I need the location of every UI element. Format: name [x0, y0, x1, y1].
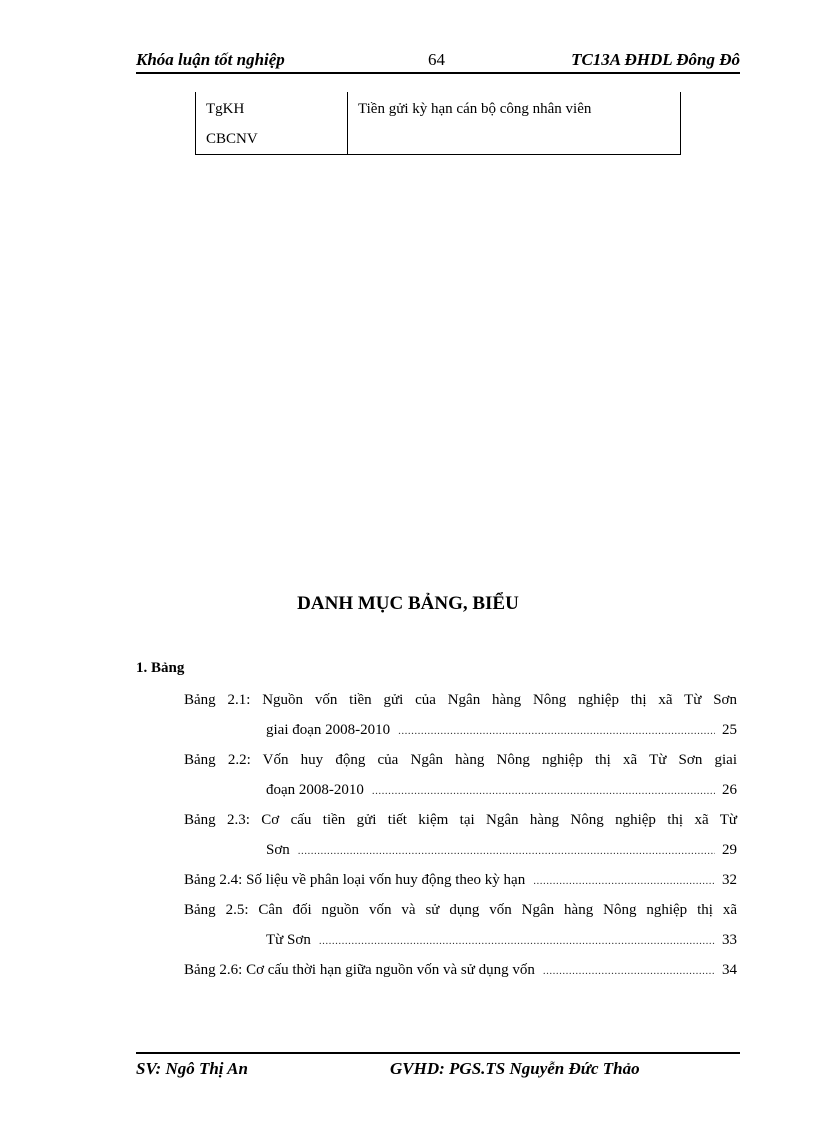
abbreviation-code-line: TgKH [206, 101, 245, 117]
leader-dots [533, 866, 715, 884]
table-of-tables [184, 685, 737, 985]
abbreviation-code-cell [196, 92, 348, 155]
toc-entry[interactable] [184, 955, 737, 985]
abbreviation-table [195, 92, 681, 155]
leader-dots [319, 926, 715, 944]
header-page-number: 64 [428, 50, 445, 69]
header-class-label: TC13A ĐHDL Đông Đô [571, 50, 740, 69]
toc-entry-page: 34 [722, 962, 737, 978]
toc-entry-title: Bảng 2.3: Cơ cấu tiền gửi tiết kiệm tại Ngân hàng Nông nghiệp thị xã Từ [184, 812, 737, 828]
leader-dots [398, 716, 715, 734]
toc-entry-page: 26 [722, 782, 737, 798]
table-row [196, 92, 681, 155]
header-thesis-label: Khóa luận tốt nghiệp [136, 50, 285, 69]
list-title: DANH MỤC BẢNG, BIỂU [297, 593, 519, 614]
toc-entry[interactable] [184, 685, 737, 745]
toc-entry-continuation: Sơn [266, 842, 290, 858]
toc-entry[interactable] [184, 745, 737, 805]
leader-dots [372, 776, 715, 794]
footer-advisor: GVHD: PGS.TS Nguyễn Đức Thảo [390, 1059, 640, 1078]
page-header [136, 50, 740, 74]
toc-entry-title: Bảng 2.4: Số liệu về phân loại vốn huy động theo kỳ hạn [184, 872, 526, 888]
abbreviation-meaning-cell: Tiền gửi kỳ hạn cán bộ công nhân viên [348, 92, 681, 155]
toc-entry-page: 32 [722, 872, 737, 888]
toc-entry-page: 25 [722, 722, 737, 738]
toc-entry[interactable] [184, 895, 737, 955]
toc-entry-title: Bảng 2.6: Cơ cấu thời hạn giữa nguồn vốn và sử dụng vốn [184, 962, 535, 978]
toc-entry-continuation: giai đoạn 2008-2010 [266, 722, 391, 738]
toc-entry-title: Bảng 2.2: Vốn huy động của Ngân hàng Nông nghiệp thị xã Từ Sơn giai [184, 752, 737, 768]
page-footer [136, 1052, 740, 1078]
toc-entry-continuation: đoạn 2008-2010 [266, 782, 364, 798]
leader-dots [298, 836, 715, 854]
toc-entry-title: Bảng 2.5: Cân đối nguồn vốn và sử dụng vốn Ngân hàng Nông nghiệp thị xã [184, 902, 737, 918]
toc-entry-continuation: Từ Sơn [266, 932, 311, 948]
toc-entry[interactable] [184, 865, 737, 895]
toc-entry-title: Bảng 2.1: Nguồn vốn tiền gửi của Ngân hàng Nông nghiệp thị xã Từ Sơn [184, 692, 737, 708]
toc-entry-page: 29 [722, 842, 737, 858]
section-heading: 1. Bảng [136, 660, 185, 676]
footer-student: SV: Ngô Thị An [136, 1059, 248, 1078]
leader-dots [543, 956, 715, 974]
toc-entry-page: 33 [722, 932, 737, 948]
abbreviation-code-line: CBCNV [206, 131, 258, 147]
toc-entry[interactable] [184, 805, 737, 865]
